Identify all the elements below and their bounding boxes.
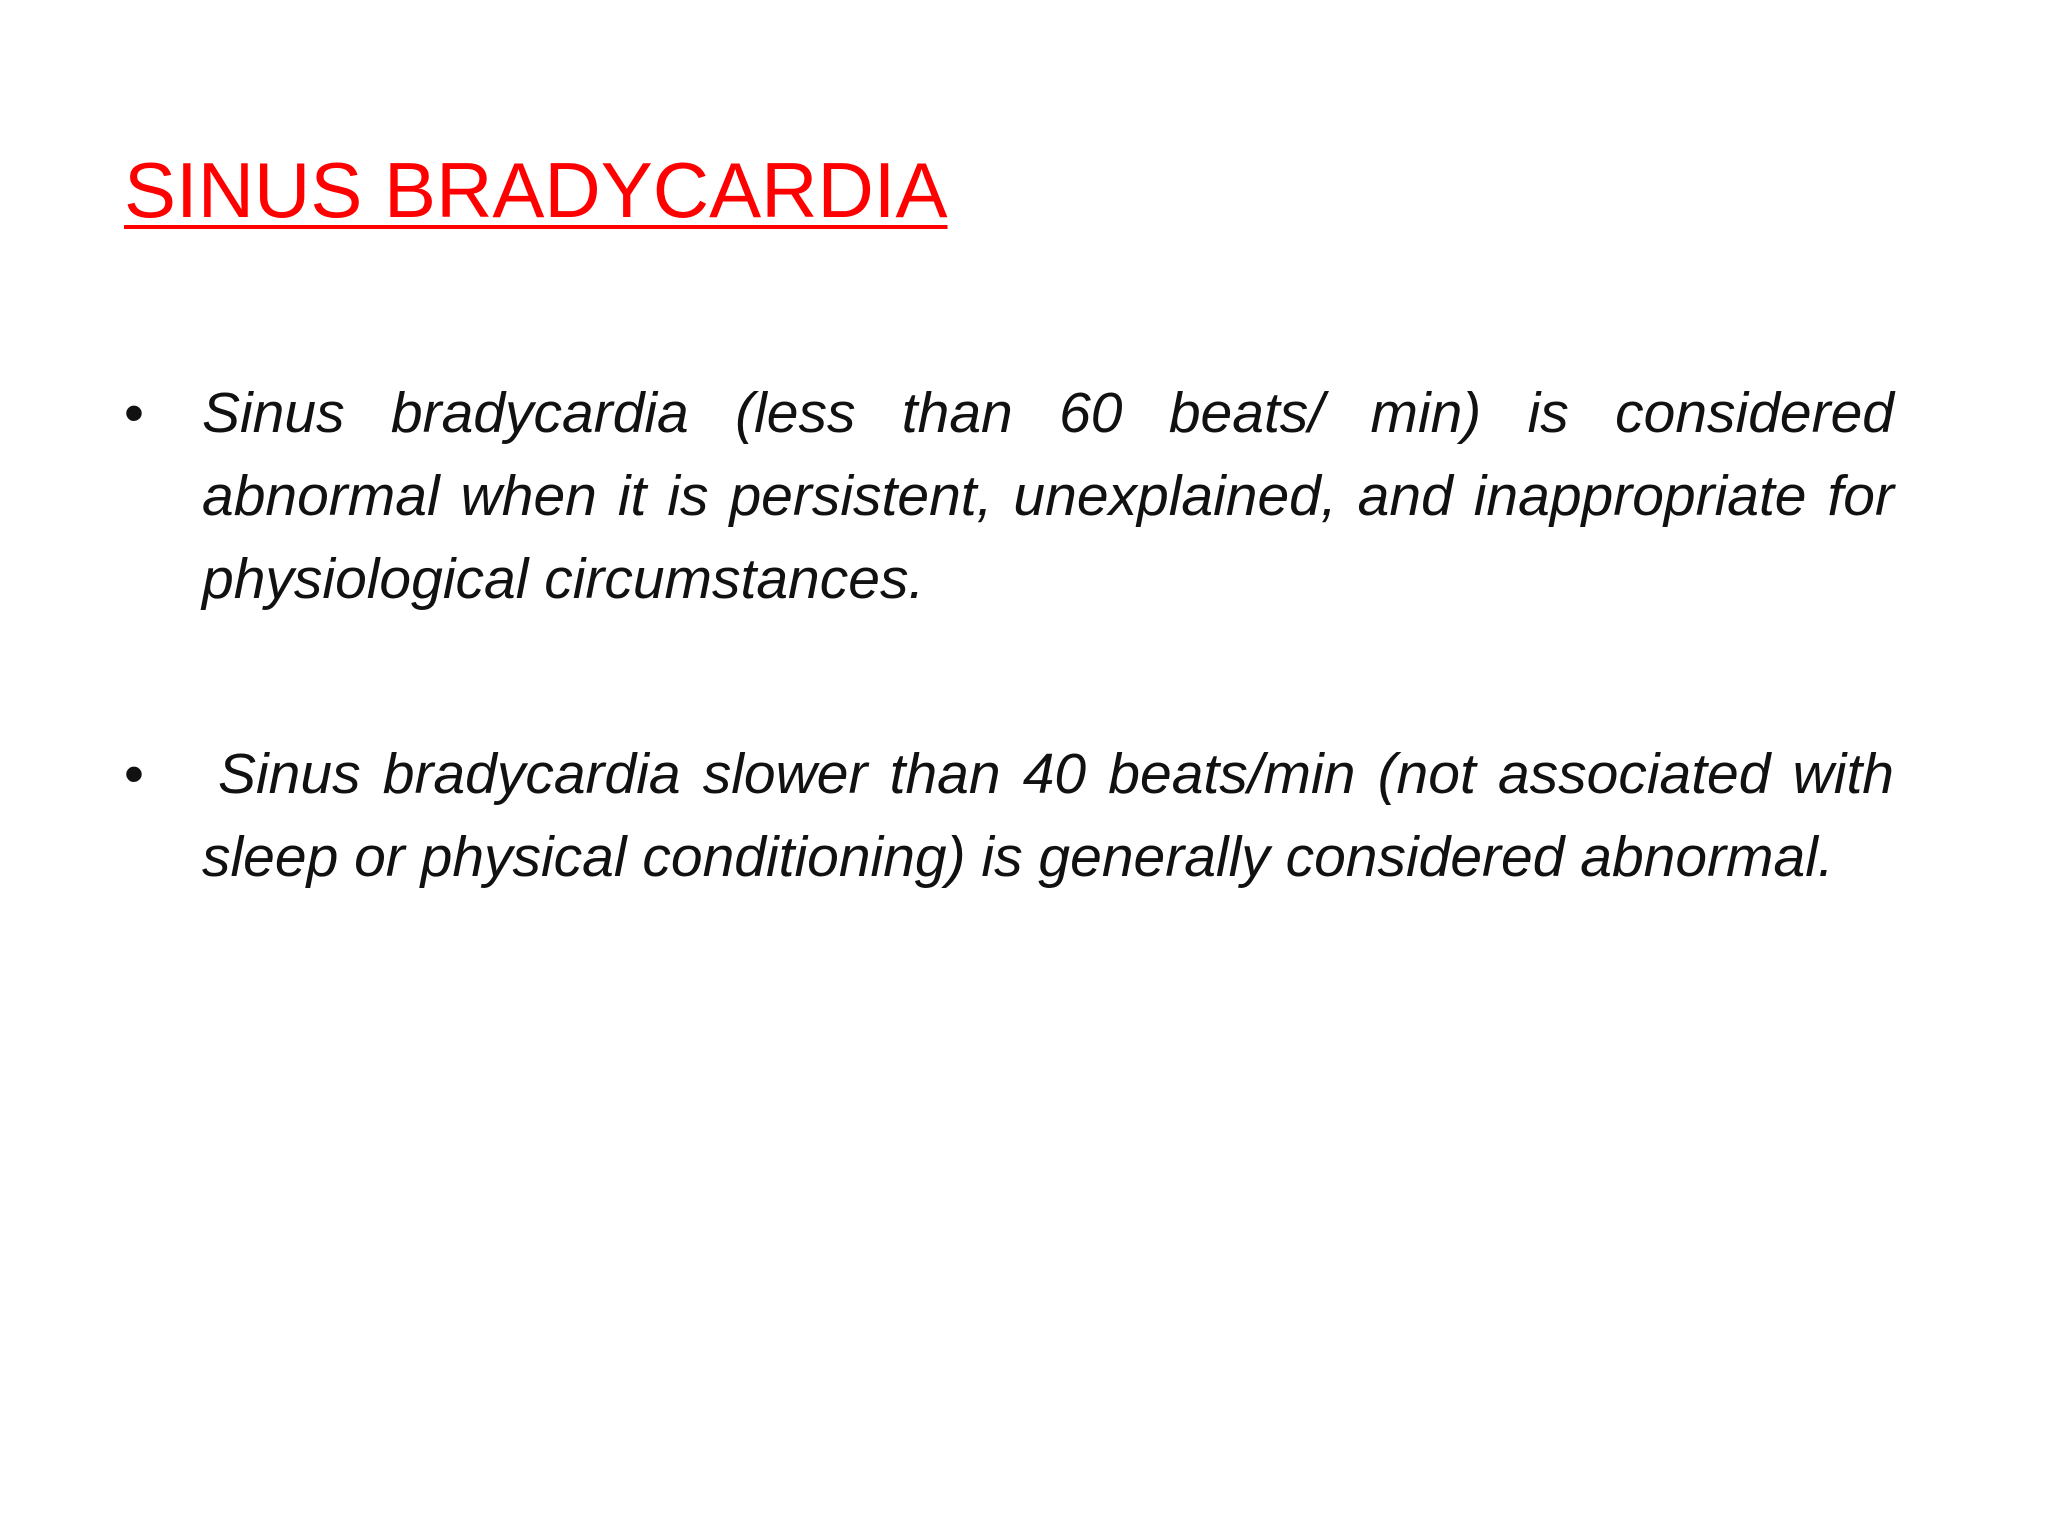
bullet-dot-icon: • [124,381,144,445]
bullet-text-1: Sinus bradycardia (less than 60 beats/ min) is considered abnormal when it is persistent, unexplained, and inappropriate for physiological circumstances. [202,381,1894,611]
bullet-text-2: Sinus bradycardia slower than 40 beats/min (not associated with sleep or physical conditioning) is generally considered abnormal. [202,742,1894,889]
bullet-item-1 [124,372,1894,621]
slide-title: SINUS BRADYCARDIA [124,146,948,234]
bullet-list [124,372,1894,1011]
bullet-dot-icon: • [124,742,144,806]
bullet-item-2 [124,733,1894,899]
